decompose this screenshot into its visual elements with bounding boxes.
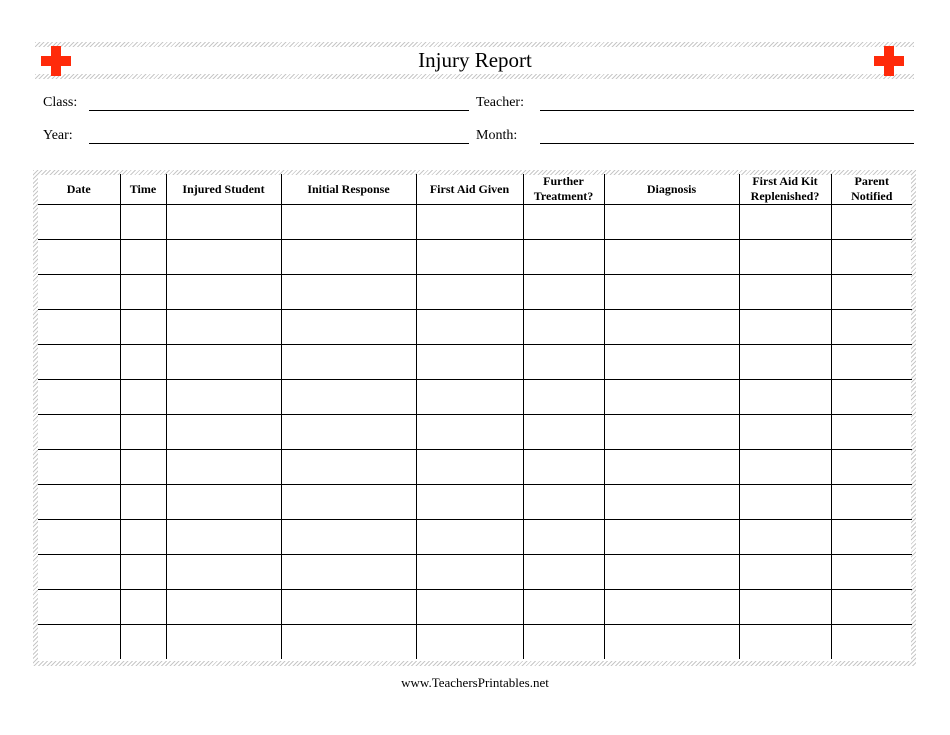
class-label: Class: [43,95,78,110]
table-cell[interactable] [281,345,416,380]
table-cell[interactable] [38,555,120,590]
teacher-label: Teacher: [476,95,524,110]
table-cell[interactable] [604,450,739,485]
year-label: Year: [43,128,73,143]
table-cell[interactable] [38,275,120,310]
table-cell[interactable] [831,205,912,240]
table-cell[interactable] [281,590,416,625]
table-cell[interactable] [831,555,912,590]
table-cell[interactable] [120,380,166,415]
table-cell[interactable] [416,345,523,380]
table-cell[interactable] [831,310,912,345]
table-cell[interactable] [281,240,416,275]
table-row [38,205,912,240]
table-cell[interactable] [120,450,166,485]
table-cell[interactable] [166,380,281,415]
table-cell[interactable] [523,345,604,380]
table-cell[interactable] [166,555,281,590]
table-row [38,450,912,485]
table-cell[interactable] [416,450,523,485]
table-cell[interactable] [120,555,166,590]
table-cell[interactable] [739,415,831,450]
table-cell[interactable] [281,625,416,660]
table-cell[interactable] [416,240,523,275]
table-cell[interactable] [38,590,120,625]
table-row [38,345,912,380]
table-cell[interactable] [604,240,739,275]
table-cell[interactable] [120,310,166,345]
table-cell[interactable] [523,380,604,415]
footer-url[interactable]: www.TeachersPrintables.net [401,675,549,690]
table-cell[interactable] [416,555,523,590]
table-cell[interactable] [38,240,120,275]
table-header-row [38,174,912,205]
column-header-first-aid-kit-replenished [739,174,831,205]
table-cell[interactable] [831,450,912,485]
table-cell[interactable] [166,275,281,310]
table-cell[interactable] [166,415,281,450]
table-cell[interactable] [416,205,523,240]
teacher-field[interactable] [540,110,914,111]
table-cell[interactable] [38,485,120,520]
table-cell[interactable] [604,310,739,345]
table-row [38,625,912,660]
column-header-first-aid-kit-replenished-label: First Aid Kit Replenished? [750,174,820,203]
table-row [38,310,912,345]
table-cell[interactable] [120,485,166,520]
table-cell[interactable] [739,345,831,380]
table-cell[interactable] [523,240,604,275]
table-cell[interactable] [166,345,281,380]
table-cell[interactable] [739,205,831,240]
table-cell[interactable] [604,625,739,660]
table-cell[interactable] [120,345,166,380]
column-header-initial-response: Initial Response [281,174,416,205]
column-header-date: Date [38,174,120,205]
table-cell[interactable] [38,345,120,380]
table-cell[interactable] [604,555,739,590]
table-cell[interactable] [831,380,912,415]
table-cell[interactable] [416,415,523,450]
column-header-parent-notified [831,174,912,205]
table-cell[interactable] [739,380,831,415]
table-cell[interactable] [281,205,416,240]
column-header-further-treatment-label: Further Treatment? [533,174,594,203]
table-row [38,275,912,310]
table-cell[interactable] [120,415,166,450]
table-cell[interactable] [604,205,739,240]
table-body [38,205,912,660]
table-cell[interactable] [831,415,912,450]
table-cell[interactable] [120,625,166,660]
table-cell[interactable] [38,415,120,450]
table-cell[interactable] [523,485,604,520]
table-cell[interactable] [739,450,831,485]
title-banner-bottom-border [35,74,914,79]
table-cell[interactable] [739,310,831,345]
table-cell[interactable] [416,485,523,520]
table-cell[interactable] [120,275,166,310]
table-cell[interactable] [38,310,120,345]
table-cell[interactable] [416,275,523,310]
table-cell[interactable] [120,205,166,240]
table-cell[interactable] [604,345,739,380]
year-field[interactable] [89,143,469,144]
table-cell[interactable] [38,450,120,485]
table-cell[interactable] [739,240,831,275]
table-cell[interactable] [739,275,831,310]
column-header-first-aid-given: First Aid Given [416,174,523,205]
table-cell[interactable] [281,485,416,520]
table-cell[interactable] [831,590,912,625]
table-cell[interactable] [604,590,739,625]
table-cell[interactable] [166,520,281,555]
table-cell[interactable] [166,590,281,625]
table-cell[interactable] [281,555,416,590]
table-cell[interactable] [523,275,604,310]
table-cell[interactable] [739,555,831,590]
table-cell[interactable] [166,310,281,345]
table-cell[interactable] [739,590,831,625]
table-cell[interactable] [604,520,739,555]
table-cell[interactable] [281,310,416,345]
table-cell[interactable] [831,625,912,660]
table-cell[interactable] [739,485,831,520]
table-cell[interactable] [604,485,739,520]
table-cell[interactable] [604,275,739,310]
table-cell[interactable] [38,205,120,240]
table-row [38,555,912,590]
table-cell[interactable] [166,240,281,275]
table-row [38,520,912,555]
table-cell[interactable] [831,485,912,520]
class-field[interactable] [89,110,469,111]
table-cell[interactable] [281,275,416,310]
table-cell[interactable] [38,520,120,555]
table-cell[interactable] [166,205,281,240]
table-cell[interactable] [416,520,523,555]
column-header-parent-notified-label: Parent Notified [851,174,893,203]
table-row [38,590,912,625]
table-cell[interactable] [604,380,739,415]
page-title: Injury Report [418,48,532,72]
table-cell[interactable] [281,380,416,415]
table-cell[interactable] [416,590,523,625]
table-cell[interactable] [831,275,912,310]
table-cell[interactable] [523,590,604,625]
table-cell[interactable] [281,520,416,555]
table-cell[interactable] [281,415,416,450]
table-cell[interactable] [523,450,604,485]
table-cell[interactable] [523,415,604,450]
column-header-diagnosis: Diagnosis [604,174,739,205]
table-cell[interactable] [38,380,120,415]
table-cell[interactable] [38,625,120,660]
table-cell[interactable] [281,450,416,485]
table-cell[interactable] [739,520,831,555]
table-cell[interactable] [166,450,281,485]
table-cell[interactable] [416,625,523,660]
table-cell[interactable] [523,310,604,345]
table-cell[interactable] [831,240,912,275]
table-cell[interactable] [604,415,739,450]
table-cell[interactable] [523,625,604,660]
table-cell[interactable] [120,590,166,625]
month-label: Month: [476,128,518,143]
table-cell[interactable] [831,520,912,555]
table-cell[interactable] [120,520,166,555]
injury-log-table [38,174,912,659]
month-field[interactable] [540,143,914,144]
table-cell[interactable] [166,485,281,520]
column-header-further-treatment [523,174,604,205]
column-header-time: Time [120,174,166,205]
table-row [38,240,912,275]
table-cell[interactable] [523,555,604,590]
table-cell[interactable] [416,380,523,415]
table-cell[interactable] [166,625,281,660]
column-header-injured-student: Injured Student [166,174,281,205]
table-row [38,485,912,520]
table-cell[interactable] [831,345,912,380]
table-cell[interactable] [739,625,831,660]
table-cell[interactable] [120,240,166,275]
table-cell[interactable] [523,520,604,555]
table-cell[interactable] [523,205,604,240]
table-cell[interactable] [416,310,523,345]
table-row [38,415,912,450]
table-row [38,380,912,415]
